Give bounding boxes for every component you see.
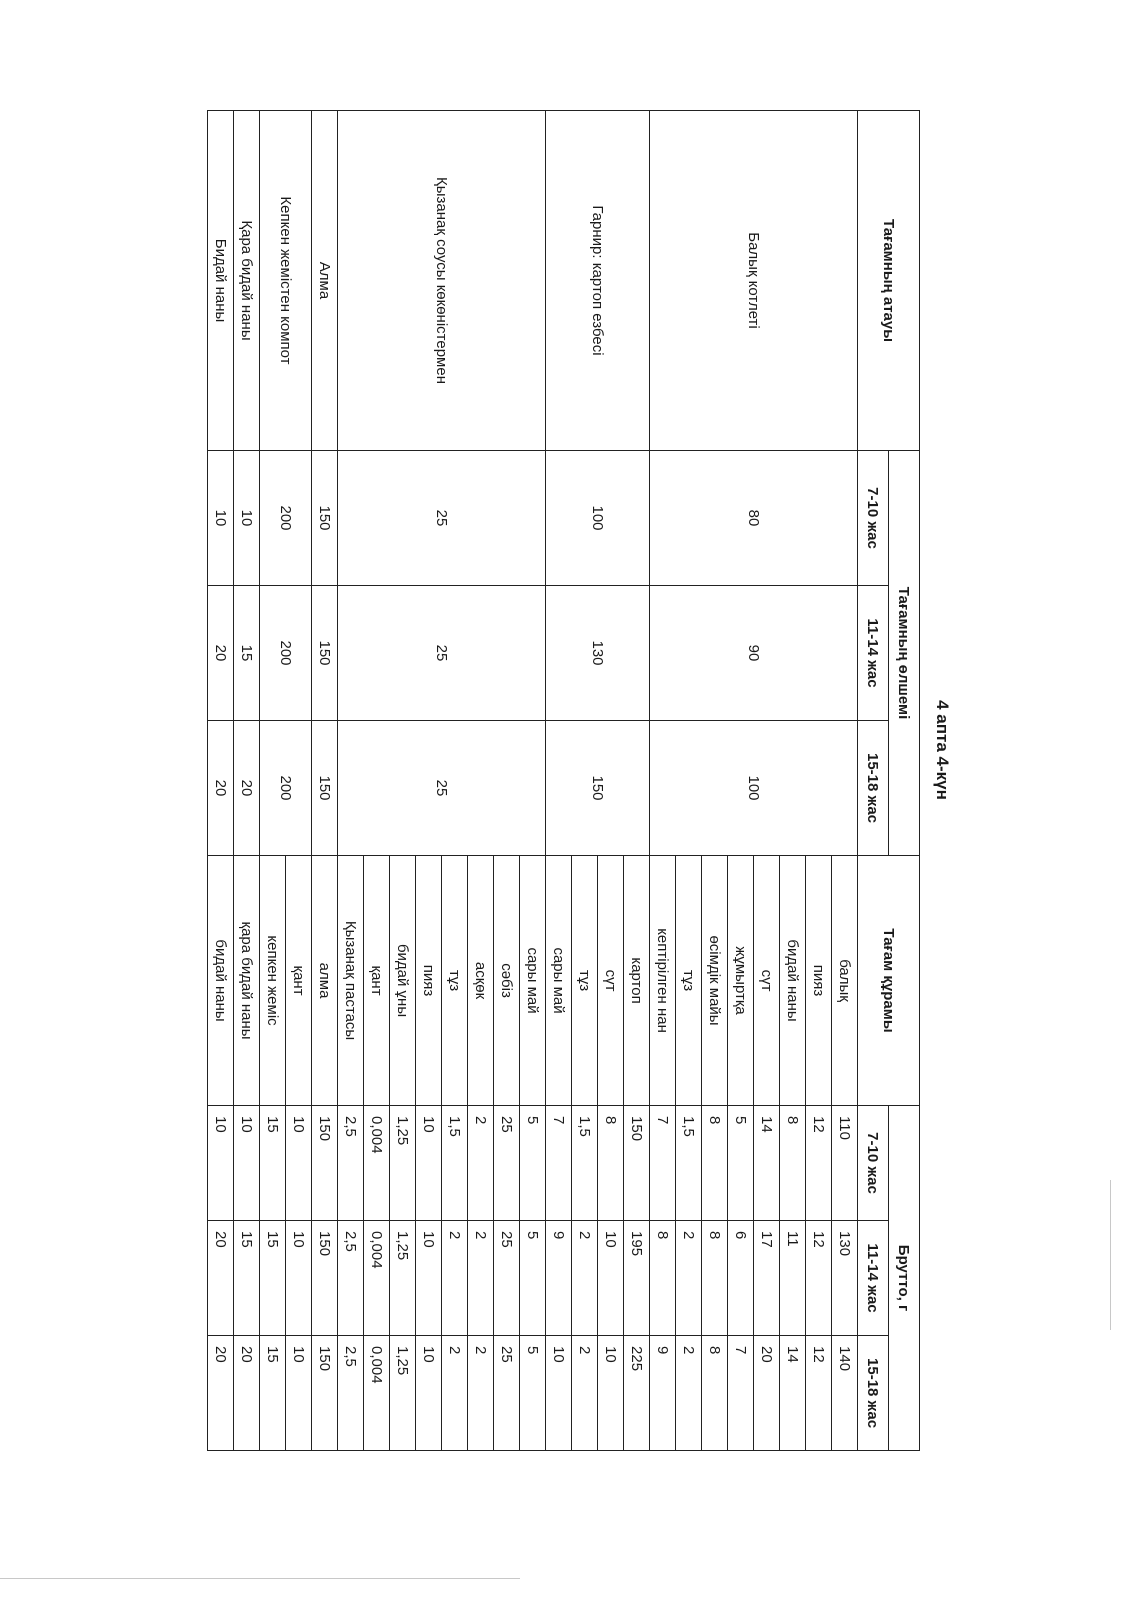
ingredient-name: тұз [572,856,598,1106]
dish-name: Бидай наны [208,111,234,451]
ingredient-name: сүт [598,856,624,1106]
ingredient-brutto-value: 2 [468,1221,494,1336]
ingredient-brutto-value: 10 [208,1106,234,1221]
dish-name: Кепкен жемістен компот [260,111,312,451]
ingredient-brutto-value: 17 [754,1221,780,1336]
ingredient-brutto-value: 2 [442,1221,468,1336]
ingredient-brutto-value: 8 [598,1106,624,1221]
ingredient-brutto-value: 150 [312,1106,338,1221]
ingredient-row [624,111,650,1451]
ingredient-brutto-value: 2 [442,1336,468,1451]
ingredient-name: сары май [520,856,546,1106]
dish-portion-value: 25 [338,586,546,721]
ingredient-brutto-value: 0,004 [364,1106,390,1221]
ingredient-name: жұмыртқа [728,856,754,1106]
ingredient-brutto-value: 20 [208,1336,234,1451]
ingredient-name: қара бидай наны [234,856,260,1106]
ingredient-brutto-value: 140 [832,1336,858,1451]
ingredient-brutto-value: 2,5 [338,1106,364,1221]
dish-portion-value: 200 [260,586,312,721]
ingredient-row [520,111,546,1451]
ingredient-name: балық [832,856,858,1106]
ingredient-brutto-value: 10 [286,1221,312,1336]
ingredient-brutto-value: 130 [832,1221,858,1336]
ingredient-brutto-value: 10 [416,1106,442,1221]
ingredient-brutto-value: 2 [468,1336,494,1451]
dish-portion-value: 150 [312,721,338,856]
dish-portion-value: 150 [312,586,338,721]
dish-portion-value: 25 [338,721,546,856]
dish-portion-value: 200 [260,451,312,586]
ingredient-brutto-value: 5 [728,1106,754,1221]
ingredient-brutto-value: 7 [650,1106,676,1221]
ingredient-brutto-value: 195 [624,1221,650,1336]
ingredient-brutto-value: 1,25 [390,1106,416,1221]
ingredient-brutto-value: 10 [598,1221,624,1336]
ingredient-brutto-value: 25 [494,1106,520,1221]
ingredient-brutto-value: 11 [780,1221,806,1336]
ingredient-brutto-value: 10 [416,1221,442,1336]
ingredient-name: қант [364,856,390,1106]
ingredient-brutto-value: 15 [234,1221,260,1336]
ingredient-brutto-value: 1,25 [390,1221,416,1336]
dish-portion-value: 80 [650,451,858,586]
header-composition: Тағам құрамы [858,856,920,1106]
ingredient-brutto-value: 10 [234,1106,260,1221]
scan-edge-line [0,1578,520,1579]
ingredient-brutto-value: 1,5 [442,1106,468,1221]
ingredient-brutto-value: 1,5 [676,1106,702,1221]
ingredient-brutto-value: 5 [520,1221,546,1336]
ingredient-brutto-value: 5 [520,1336,546,1451]
ingredient-brutto-value: 150 [624,1106,650,1221]
ingredient-name: өсімдік майы [702,856,728,1106]
menu-table [207,110,920,1451]
ingredient-brutto-value: 1,25 [390,1336,416,1451]
ingredient-name: сүт [754,856,780,1106]
dish-name: Қызанақ соусы көкөністермен [338,111,546,451]
ingredient-brutto-value: 225 [624,1336,650,1451]
ingredient-name: бидай наны [208,856,234,1106]
ingredient-brutto-value: 8 [780,1106,806,1221]
header-portion-age-7-10: 7-10 жас [858,451,889,586]
header-brutto-age-7-10: 7-10 жас [858,1106,889,1221]
dish-portion-value: 25 [338,451,546,586]
header-portion-group: Тағамның өлшемі [889,451,920,856]
ingredient-brutto-value: 2 [676,1221,702,1336]
ingredient-brutto-value: 8 [702,1336,728,1451]
ingredient-brutto-value: 10 [416,1336,442,1451]
ingredient-name: қант [286,856,312,1106]
ingredient-brutto-value: 2 [572,1336,598,1451]
ingredient-brutto-value: 10 [598,1336,624,1451]
menu-table-body [208,111,858,1451]
ingredient-brutto-value: 7 [728,1336,754,1451]
ingredient-brutto-value: 5 [520,1106,546,1221]
dish-portion-value: 10 [208,451,234,586]
ingredient-row [234,111,260,1451]
dish-name: Гарнир: картоп езбесі [546,111,650,451]
ingredient-name: тұз [442,856,468,1106]
ingredient-row [208,111,234,1451]
dish-portion-value: 90 [650,586,858,721]
rotated-content [212,100,960,1429]
ingredient-name: картоп [624,856,650,1106]
ingredient-brutto-value: 15 [260,1336,286,1451]
ingredient-brutto-value: 150 [312,1221,338,1336]
dish-portion-value: 10 [234,451,260,586]
dish-portion-value: 20 [208,586,234,721]
dish-portion-value: 20 [208,721,234,856]
scan-edge-line [1110,1180,1111,1330]
dish-portion-value: 200 [260,721,312,856]
header-brutto-age-15-18: 15-18 жас [858,1336,889,1451]
ingredient-name: сәбіз [494,856,520,1106]
ingredient-brutto-value: 15 [260,1106,286,1221]
ingredient-brutto-value: 15 [260,1221,286,1336]
ingredient-brutto-value: 8 [702,1106,728,1221]
ingredient-brutto-value: 6 [728,1221,754,1336]
dish-name: Балық котлеті [650,111,858,451]
ingredient-row [832,111,858,1451]
ingredient-brutto-value: 0,004 [364,1221,390,1336]
ingredient-brutto-value: 9 [546,1221,572,1336]
ingredient-name: пияз [416,856,442,1106]
page-title: 4 апта 4-күн [933,700,952,800]
ingredient-row [286,111,312,1451]
ingredient-name: асқөк [468,856,494,1106]
dish-portion-value: 150 [312,451,338,586]
dish-name: Алма [312,111,338,451]
ingredient-brutto-value: 10 [286,1106,312,1221]
ingredient-brutto-value: 1,5 [572,1106,598,1221]
ingredient-brutto-value: 9 [650,1336,676,1451]
ingredient-brutto-value: 110 [832,1106,858,1221]
ingredient-brutto-value: 2,5 [338,1221,364,1336]
ingredient-name: сары май [546,856,572,1106]
ingredient-brutto-value: 14 [780,1336,806,1451]
ingredient-brutto-value: 12 [806,1106,832,1221]
ingredient-brutto-value: 12 [806,1221,832,1336]
ingredient-name: Қызанақ пастасы [338,856,364,1106]
ingredient-brutto-value: 10 [546,1336,572,1451]
ingredient-brutto-value: 8 [650,1221,676,1336]
ingredient-name: кепкен жеміс [260,856,286,1106]
ingredient-brutto-value: 20 [208,1221,234,1336]
ingredient-brutto-value: 12 [806,1336,832,1451]
header-dish-name: Тағамның атауы [858,111,920,451]
ingredient-brutto-value: 7 [546,1106,572,1221]
header-brutto-age-11-14: 11-14 жас [858,1221,889,1336]
ingredient-brutto-value: 20 [754,1336,780,1451]
dish-portion-value: 15 [234,586,260,721]
ingredient-name: кептірілген нан [650,856,676,1106]
ingredient-name: пияз [806,856,832,1106]
ingredient-brutto-value: 150 [312,1336,338,1451]
ingredient-brutto-value: 14 [754,1106,780,1221]
dish-name: Қара бидай наны [234,111,260,451]
ingredient-name: бидай наны [780,856,806,1106]
ingredient-brutto-value: 2 [676,1336,702,1451]
ingredient-row [312,111,338,1451]
dish-portion-value: 100 [546,451,650,586]
ingredient-brutto-value: 25 [494,1221,520,1336]
ingredient-brutto-value: 25 [494,1336,520,1451]
ingredient-brutto-value: 20 [234,1336,260,1451]
header-portion-age-15-18: 15-18 жас [858,721,889,856]
header-portion-age-11-14: 11-14 жас [858,586,889,721]
dish-portion-value: 130 [546,586,650,721]
ingredient-brutto-value: 2,5 [338,1336,364,1451]
dish-portion-value: 20 [234,721,260,856]
ingredient-brutto-value: 2 [572,1221,598,1336]
ingredient-brutto-value: 8 [702,1221,728,1336]
ingredient-name: бидай ұны [390,856,416,1106]
dish-portion-value: 150 [546,721,650,856]
ingredient-brutto-value: 0,004 [364,1336,390,1451]
ingredient-brutto-value: 2 [468,1106,494,1221]
ingredient-name: алма [312,856,338,1106]
ingredient-brutto-value: 10 [286,1336,312,1451]
header-brutto-group: Брутто, г [889,1106,920,1451]
dish-portion-value: 100 [650,721,858,856]
ingredient-name: тұз [676,856,702,1106]
